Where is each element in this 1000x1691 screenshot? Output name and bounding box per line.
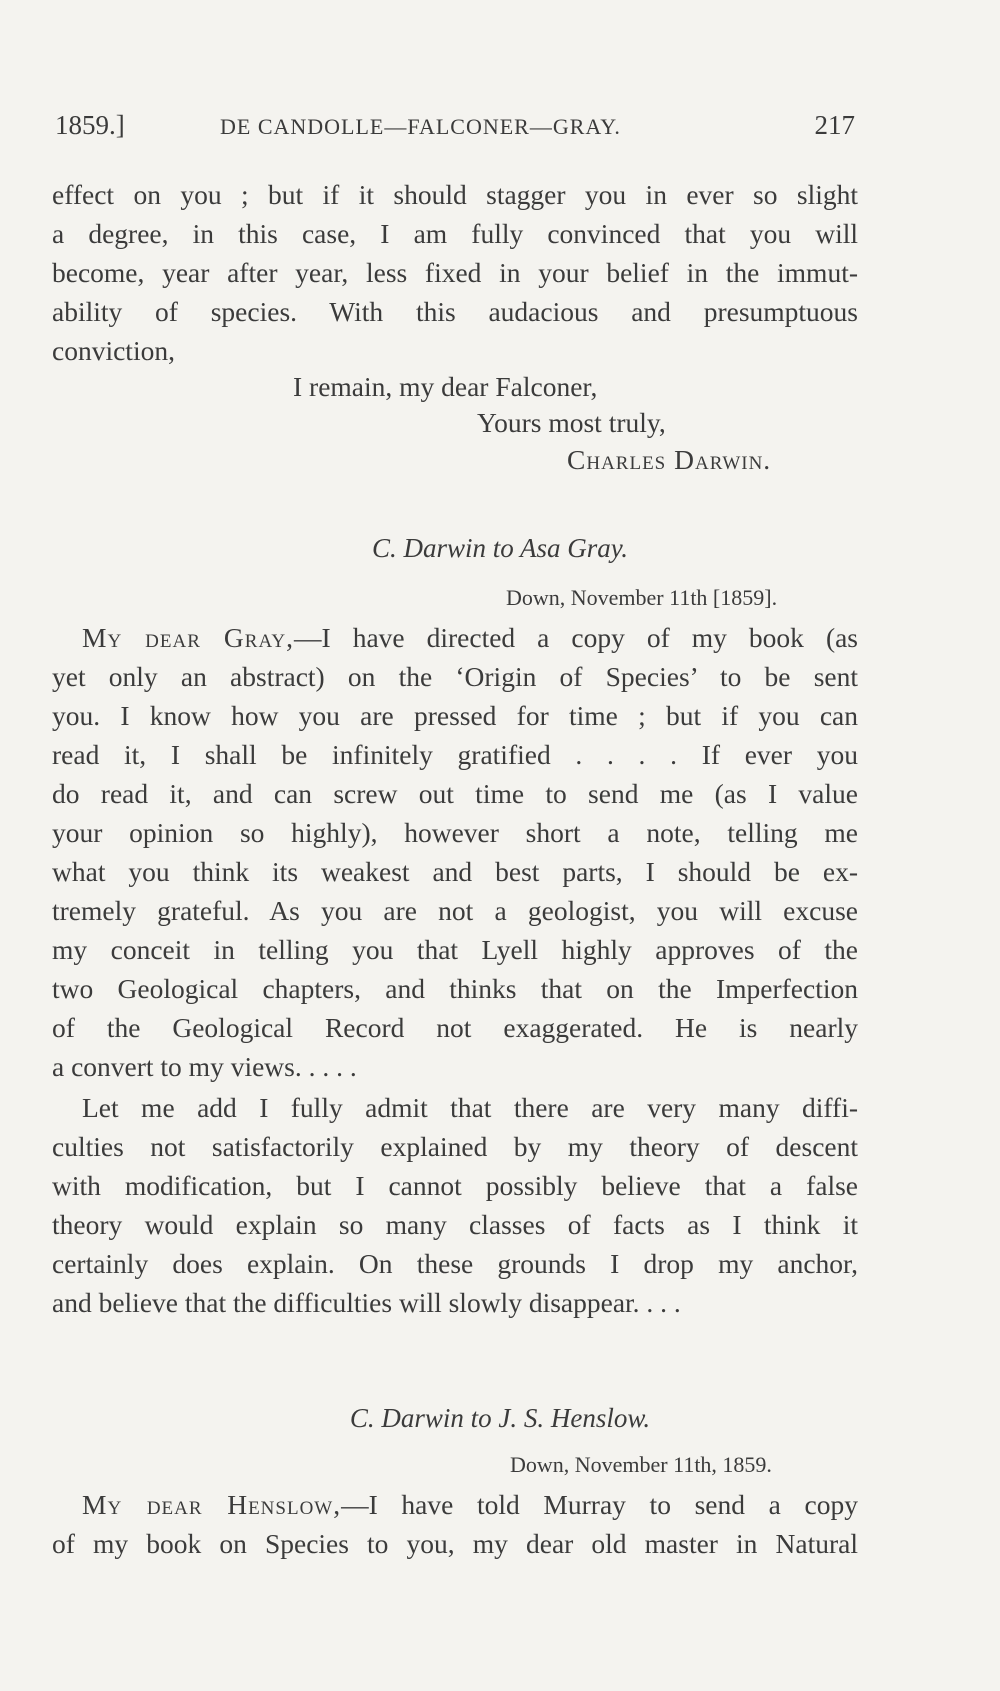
- text-line: culties not satisfactorily explained by my theory of descent: [52, 1131, 858, 1162]
- text-line: conviction,: [52, 335, 175, 366]
- text-line: of the Geological Record not exaggerated. He is nearly: [52, 1012, 858, 1043]
- text-line: become, year after year, less fixed in your belief in the immut-: [52, 257, 858, 288]
- page-number: 217: [814, 110, 855, 140]
- text-line: a degree, in this case, I am fully convinced that you will: [52, 218, 858, 249]
- letter-signature: Charles Darwin.: [567, 444, 772, 475]
- text-line: and believe that the difficulties will slowly disappear. . . .: [52, 1287, 681, 1318]
- text-line-rest: —I have told Murray to send a copy: [341, 1489, 858, 1520]
- text-line: your opinion so highly), however short a note, telling me: [52, 817, 858, 848]
- text-line: read it, I shall be infinitely gratified . . . . If ever you: [52, 739, 858, 770]
- letter-dateline: Down, November 11th [1859].: [506, 585, 778, 610]
- header-year: 1859.]: [55, 110, 125, 140]
- text-line: two Geological chapters, and thinks that on the Imperfection: [52, 973, 858, 1004]
- text-line: yet only an abstract) on the ‘Origin of Species’ to be sent: [52, 661, 858, 692]
- text-line: of my book on Species to you, my dear old master in Natural: [52, 1528, 858, 1559]
- letter-valediction: Yours most truly,: [477, 407, 666, 438]
- letter-heading: C. Darwin to J. S. Henslow.: [349, 1403, 651, 1433]
- text-line: [82, 618, 858, 658]
- text-line: effect on you ; but if it should stagger you in ever so slight: [52, 179, 858, 210]
- letter-salutation: My dear Gray,: [82, 622, 295, 653]
- text-line: ability of species. With this audacious and presumptuous: [52, 296, 858, 327]
- text-line: tremely grateful. As you are not a geologist, you will excuse: [52, 895, 858, 926]
- text-line: [82, 1485, 858, 1525]
- text-line: theory would explain so many classes of facts as I think it: [52, 1209, 858, 1240]
- running-header: [55, 110, 855, 150]
- letter-dateline: Down, November 11th, 1859.: [510, 1452, 772, 1477]
- text-line: Let me add I fully admit that there are very many diffi-: [82, 1092, 858, 1123]
- letter-closing: I remain, my dear Falconer,: [293, 371, 598, 402]
- letter-salutation: My dear Henslow,: [82, 1489, 342, 1520]
- text-line: a convert to my views. . . . .: [52, 1051, 357, 1082]
- text-line: certainly does explain. On these grounds I drop my anchor,: [52, 1248, 858, 1279]
- letter-heading: C. Darwin to Asa Gray.: [371, 533, 629, 563]
- text-line: do read it, and can screw out time to send me (as I value: [52, 778, 858, 809]
- text-line: my conceit in telling you that Lyell highly approves of the: [52, 934, 858, 965]
- text-line: what you think its weakest and best parts, I should be ex-: [52, 856, 858, 887]
- text-line-rest: —I have directed a copy of my book (as: [294, 622, 859, 653]
- text-line: you. I know how you are pressed for time ; but if you can: [52, 700, 858, 731]
- text-line: with modification, but I cannot possibly believe that a false: [52, 1170, 858, 1201]
- header-title: DE CANDOLLE—FALCONER—GRAY.: [220, 114, 621, 139]
